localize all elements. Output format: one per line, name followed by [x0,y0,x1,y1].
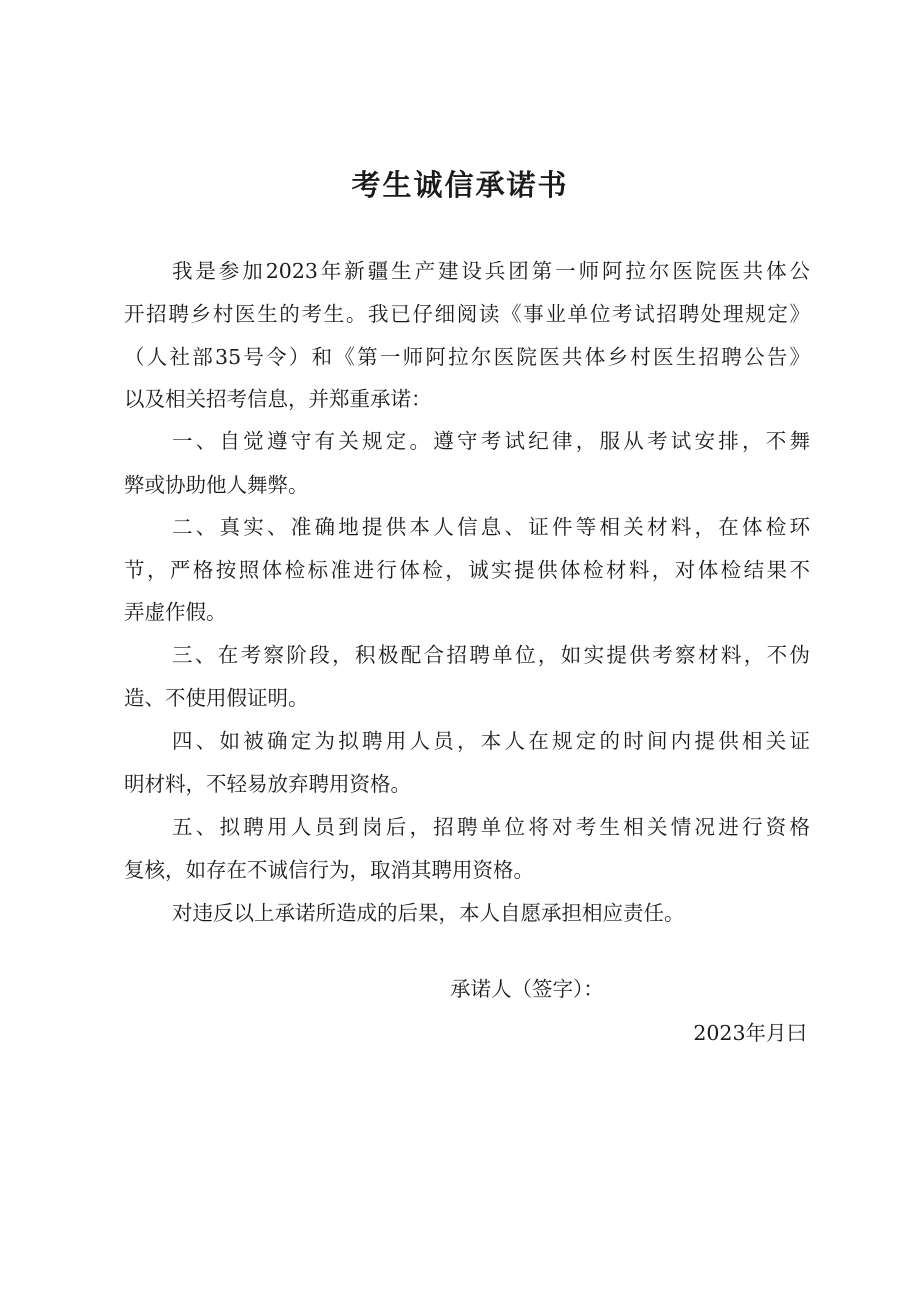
paragraph-line: 弊或协助他人舞弊。 [124,473,309,497]
paragraph-line: 五、拟聘用人员到岗后，招聘单位将对考生相关情况进行资格 [172,815,810,839]
paragraph-line: 对违反以上承诺所造成的后果，本人自愿承担相应责任。 [172,901,685,925]
paragraph-line: （人社部35号令）和《第一师阿拉尔医院医共体乡村医生招聘公告》 [124,345,810,369]
date-line: 2023年月曰 [693,1021,807,1045]
paragraph-line: 以及相关招考信息，并郑重承诺： [124,387,432,411]
paragraph-line: 一、自觉遵守有关规定。遵守考试纪律，服从考试安排，不舞 [172,429,810,453]
paragraph-line: 二、真实、准确地提供本人信息、证件等相关材料，在体检环 [172,515,810,539]
paragraph-line: 明材料，不轻易放弃聘用资格。 [124,772,411,796]
paragraph-line: 造、不使用假证明。 [124,686,309,710]
paragraph-line: 四、如被确定为拟聘用人员，本人在规定的时间内提供相关证 [172,729,810,753]
document-title: 考生诚信承诺书 [351,168,569,202]
signer-label: 承诺人（签字）： [450,977,604,1001]
paragraph-line: 节，严格按照体检标准进行体检，诚实提供体检材料，对体检结果不 [124,558,810,582]
paragraph-line: 弄虚作假。 [124,600,227,624]
paragraph-line: 开招聘乡村医生的考生。我已仔细阅读《事业单位考试招聘处理规定》 [124,302,810,326]
paragraph-line: 三、在考察阶段，积极配合招聘单位，如实提供考察材料，不伪 [172,643,810,667]
paragraph-line: 我是参加2023年新疆生产建设兵团第一师阿拉尔医院医共体公 [172,259,810,283]
paragraph-line: 复核，如存在不诚信行为，取消其聘用资格。 [124,858,534,882]
